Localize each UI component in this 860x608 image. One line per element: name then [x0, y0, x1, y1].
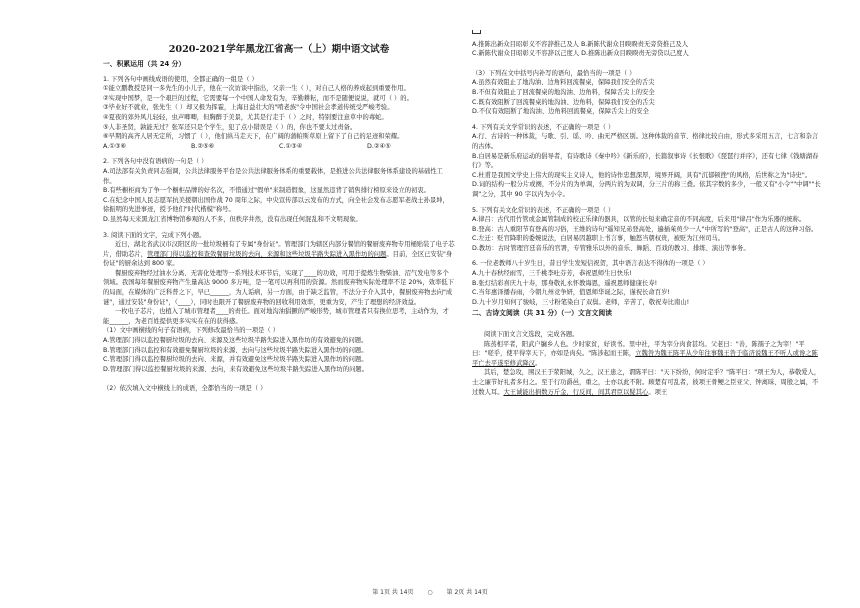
question-line: ③毕业好不就业，张先生（ ）却又极为挥霍，上海日益壮大的"啃老族"令中国社会孝道传统受严峻考验。 [103, 104, 394, 112]
option-a: A.管理部门得以监控餐厨垃圾的去向、来源及这些垃圾半路失踪进入黑作坊的有效避免的问题。 [103, 337, 368, 345]
underlined-sentence: 立魏咎为魏王陈平从少年往事魏王咎于临济说魏王不听人或谗之陈平亡去平遂至修武降汉 [472, 350, 818, 367]
option-d: D.九十岁月知何了骏岐，三寸粉笔染白了双鬓。老师，辛苦了，敬祝寿比南山! [472, 298, 690, 306]
option-c: C.①③④ [279, 142, 303, 150]
option-d: D.不仅有效阻断了地沟油、边角料回流餐桌，保障舌尖上的安全 [472, 108, 649, 116]
option-d: D.词的结构一般分片或阕，不分片的为单调，分两片的为双调，分三片的称三叠。依其字数的多少，一般又有"小令""中调""长调"之分，其中 90 字以内为小令。 [472, 181, 821, 198]
option-a: A.律吕：古代用竹管或金属管制成的校正乐律的器具，以管的长短来确定音的不同高度，后来用"律吕"作为乐器的统称。 [472, 216, 806, 224]
page-number-left: 第 1页 共 14页 [372, 589, 414, 596]
answer-options [103, 142, 455, 152]
passage-paragraph [103, 240, 455, 269]
question-stem: 2. 下列各句中没有语病的一句是（ ） [103, 158, 208, 166]
option-c: C.在纪念中国人民志愿军抗美援朝出国作战 70 周年之际，中央宣传部以云发布的方式，向全社会发布志愿军老战士孙景坤，徐振明的先进事迹，授予他们"时代楷模"称号。 [103, 196, 449, 214]
question-line: ⑥早期的高齐人居无定所，习惯了（ ），他们纵马走天下，在广阔的蒲帕斯草原上留下了自己的足迹和荣耀。 [103, 133, 404, 141]
question-1 [103, 75, 455, 152]
option-b: B.有些橱柜商为了争一个橱柜品牌的好名次，不惜通过"假单"来制造假象，这显然违背了销售排行榜原来设立的初衷。 [103, 187, 430, 195]
passage-text: 近日，湖北省武汉市汉阳区的一批垃圾桶有了专属"身份证"。管理部门为辖区内部分餐馆的餐厨废弃物专用桶贴装了电子芯片，借助芯片， [103, 241, 455, 258]
option-c: C.管理部门得以监控餐厨垃圾的去向、来源，并有效避免这些垃圾半路失踪进入黑作坊的问题。 [103, 356, 368, 364]
passage-text: 。 [534, 359, 542, 367]
question-stem: 4. 下列有关文学常识的表述，不正确的一项是（ ） [472, 123, 615, 131]
option-c: C.既有效阻断了回流餐桌的地沟油、边角料，保障我们安全的舌尖 [472, 98, 655, 106]
passage-text: 陈蒸相平者，阳武户牖乡人也。少时家贫，好读书。里中社，平为宰分肉食甚均。父老曰："善，陈孺子之为宰！"平曰："嗟乎，使平得宰天下，亦如是肉矣。"陈涉起而王陈， [472, 340, 805, 358]
page-left [103, 30, 455, 590]
option-line: C.新陈代谢众目昭彰义不容辞以己度人 D.推陈出新众目睽睽责无旁贷以己度人 [472, 50, 689, 58]
reading-instruction: 阅读下面文言文选段，完成各题。 [484, 331, 579, 339]
page-right [472, 30, 822, 590]
option-b: B.②⑤⑥ [191, 142, 215, 150]
option-c: C.杜甫是我国文学史上伟大的现实主义诗人，他的诗作忠想深厚，境界开阔，具有"沉郁顿挫"的风格，后世称之为"诗史"。 [472, 171, 812, 179]
option-c: C.左迁：贬官降职的委婉说法，白居易因越职上书言事，触怒当朝权贵，被贬为江州司马。 [472, 235, 724, 243]
question-6 [472, 259, 822, 307]
question-stem: 6. 一位老教师八十岁生日，昔日学生发短信祝贺，其中语言表达不得体的一项是（ ） [472, 260, 709, 268]
question-2 [103, 157, 455, 224]
question-5 [472, 206, 822, 254]
section-heading-2: 二、古诗文阅读（共 31 分）（一）文言文阅读 [472, 309, 612, 318]
option-d: D.②④⑤ [367, 142, 391, 150]
passage-text: 其后，楚急攻，围汉王于荥阳城，久之，汉王患之，谓陈平曰："天下纷纷，何时定乎？"陈平曰："项王为人，恭敬爱人，士之廉节好礼者多归之。至于行功爵邑，重之，士亦以此不附。顾楚有可乱者，彼项王骨鲠之臣亚父、钟离昧、周殷之属，不过数人耳。 [472, 369, 821, 396]
passage-text: 。项王 [648, 388, 668, 396]
passage-paragraph [472, 368, 822, 397]
passage-text: 。目前，全区已安装"身份证"的厨余达到 800 家。 [103, 250, 453, 268]
exam-title: 2020-2021学年黑龙江省高一（上）期中语文试卷 [168, 44, 390, 55]
section-heading-1: 一、积累运用（共 24 分） [103, 60, 186, 68]
question-4 [472, 123, 822, 200]
underlined-sentence: 大王诚能出捐数万斤金，行反间，间其君臣以疑其心 [503, 388, 649, 396]
sub-question-1: （1）文中画横线的句子有语病，下列修改最恰当的一项是（ ） [103, 327, 280, 335]
question-line: ④夏夜的郊外风儿轻轻，虫声唧唧，但胸醉于美景，尤其是行走于（ ）之时，特别要注意草中的毒蛇。 [103, 113, 388, 121]
sub-question-3: （3）下列在文中括号内补写的语句，最恰当的一项是（ ） [472, 69, 636, 77]
option-a: A.虽然有效阻止了地沟油、边角料回流餐桌，保障我们安全的舌尖 [472, 79, 655, 87]
checkbox-icon [472, 30, 481, 34]
passage-paragraph: 餐厨废弃物经过油水分离、无害化处理等一系列技术环节后，实现了____的功效，可用于提炼生物柴油、沼气发电等多个领域。我国每年餐厨废弃物产生量高达 9000 多万吨，是一笔可以再利用的资源。然而废弃物实际处理率不足 20%，效率低下的局面，在媒体的广泛科普之下，早已______，为人诟病，另一方面，由于缺乏监管，不法分子介入其中，餐厨废弃物去向"成谜"，通过安装"身份证"，（____），同时也限开了餐厨废弃物的回收利用效率，更重为安，产生了理想的经济效益。 [103, 269, 454, 306]
page-number-right: 第 2页 共 14页 [446, 589, 488, 596]
option-line: A.推陈出新众目昭彰义不容辞推己及人 B.新陈代谢众目睽睽责无旁贷推己及人 [472, 40, 689, 48]
option-c: C.当年惠泽播春雨，今朝九州竞争妍，值恩师华诞之际，谨祝长命百岁! [472, 289, 670, 297]
passage-paragraph: 一枚电子芯片，也植入了城市管理者____的责任。面对地沟油猖獗的严峻形势，城市管理者只有换位思考，主动作为，才能______，为老百姓提供更多实实在在的获得感。 [103, 308, 449, 325]
option-a: A.①③⑥ [103, 142, 127, 150]
option-d: D.管理部门得以监控餐厨垃圾的来源、去向，来有效避免这些垃圾半路失踪进入黑作坊的问题。 [103, 365, 369, 373]
option-a: A.司法部有关负责同志强调，公共法律服务平台是公共法律服务体系的重要载体，是推进公共法律服务体系建设的基础性工作。 [103, 167, 443, 185]
option-b: B.管理部门得以监控和有效避免餐厨垃圾的来源、去向与这些垃圾半路失踪进入黑作坊的问题。 [103, 346, 368, 354]
page-footer [0, 587, 860, 596]
underlined-sentence: 管理部门得以监控和查敛餐厨垃圾的去向、来源和这些垃圾半路失踪进入黑作坊的问题 [147, 250, 387, 258]
option-d: D.虽然每天来黑龙江省博物馆参观的人不多，但秩序井然，没有出现任何混乱和不文明现象。 [103, 215, 362, 223]
question-stem: 5. 下列有关文化常识的表述，不正确的一项是（ ） [472, 206, 615, 214]
question-line: ②实现中国梦，是一个艰巨的过程，它需要每一个中国人命发有为，辛勤耕耘，而不是随便说说，就可（ ）的。 [103, 94, 413, 102]
question-stem: 3. 阅读下面的文字，完成下列小题。 [103, 231, 206, 239]
option-d: D.教坊：古时管理宫廷音乐的官署，专管雅乐以外的音乐、舞蹈、百戏的教习、排练、演出等事务。 [472, 244, 750, 252]
option-b: B.白居易是新乐府运动的倡导者，有诗歌诗《秦中吟》《新乐府》，长篇叙事诗《长恨歌》《琵琶行并序》，还有七律《钱塘湖春行》等。 [472, 152, 819, 170]
option-b: B.张灯结彩喜庆九十寿，那身敬礼永怀教诲恩，遥祝恩师健康长寿! [472, 279, 658, 287]
question-3 [103, 231, 455, 395]
sub-question-2: （2）依次填入文中横线上的成语，全都恰当的一项是（ ） [103, 385, 267, 393]
page-separator-icon: ○ [427, 589, 433, 596]
passage-paragraph [472, 340, 822, 369]
option-b: B.不但有效阻止了回流餐桌的地沟油、边角料，保障舌尖上的安全 [472, 88, 655, 96]
question-line: ①能立鹏教授是同一多先生的小儿子，他在一次访谈中指出，父亲一生（ ），对自己人格的养成起到重要作用。 [103, 85, 410, 93]
question-line: ⑤人非圣贤，孰能无过？张军还只是个学生，犯了点小错误是（ ）的，你也不要太过责备。 [103, 123, 357, 131]
question-stem: 1. 下列各句中画线成语的使用，全都正确的一组是（ ） [103, 75, 258, 83]
option-a: A.九十春秋经雨雪，三千桃李吐芬芳，恭祝恩师生日快乐! [472, 270, 632, 278]
option-b: B.登高：古人重阳节有登高的习俗，王维的诗句"遥知兄弟登高处，遍插茱萸少一人"中所写的"登高"，正是古人的这种习俗。 [472, 225, 818, 233]
option-a: A.行、古诗的一种体裁，与歌、引、谣、吟、曲无严格区别。这种体裁的音节、格律比较自由，形式多采用五言，七言和杂言的古体。 [472, 133, 819, 150]
